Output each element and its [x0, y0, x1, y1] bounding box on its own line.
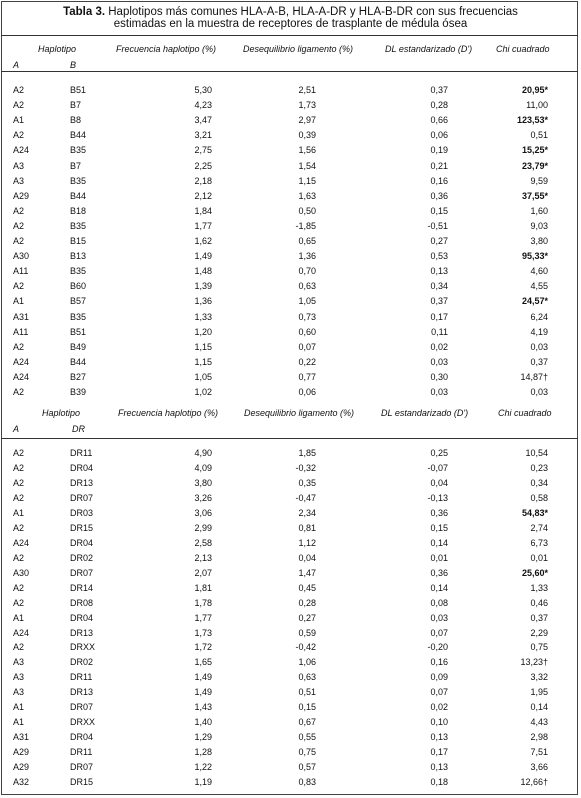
cell-chi: 14,87†	[520, 371, 548, 382]
cell-a: A3	[13, 175, 25, 186]
cell-a: A30	[13, 251, 30, 262]
table-title	[0, 6, 581, 30]
cell-frecuencia: 1,40	[194, 717, 212, 728]
cell-frecuencia: 3,21	[194, 130, 212, 141]
cell-dl: 0,07	[430, 627, 448, 638]
cell-a: A2	[13, 85, 25, 95]
cell-a: A2	[13, 642, 25, 653]
cell-a: A2	[13, 100, 25, 111]
cell-dl: -0,07	[427, 462, 448, 473]
cell-a: A2	[13, 387, 25, 397]
cell-chi: 0,46	[530, 597, 548, 608]
cell-dl: 0,36	[430, 507, 448, 518]
cell-chi: 3,66	[530, 762, 548, 773]
cell-frecuencia: 1,73	[194, 627, 212, 638]
cell-chi: 6,24	[530, 311, 548, 322]
header-chi-dr: Chi cuadrado	[498, 408, 552, 418]
cell-dl: 0,30	[430, 371, 448, 382]
cell-frecuencia: 1,05	[194, 371, 212, 382]
rule-header-adr	[1, 438, 578, 439]
cell-desequilibrio: 0,70	[298, 266, 316, 277]
cell-a: A3	[13, 657, 25, 668]
cell-frecuencia: 2,58	[194, 537, 212, 548]
cell-desequilibrio: 0,07	[298, 341, 316, 352]
cell-frecuencia: 1,22	[194, 762, 212, 773]
cell-desequilibrio: 0,06	[298, 387, 316, 397]
cell-b: DR11	[70, 672, 93, 683]
cell-dl: 0,06	[430, 130, 448, 141]
cell-dl: 0,15	[430, 522, 448, 533]
cell-b: DR11	[70, 747, 93, 758]
cell-b: B7	[70, 100, 82, 111]
cell-frecuencia: 1,19	[194, 777, 212, 788]
cell-frecuencia: 2,18	[194, 175, 212, 186]
cell-a: A2	[13, 341, 25, 352]
cell-frecuencia: 1,02	[194, 387, 212, 397]
header-frecuencia-dr: Frecuencia haplotipo (%)	[118, 408, 219, 418]
cell-frecuencia: 4,09	[194, 462, 212, 473]
cell-b: DR07	[70, 492, 94, 503]
cell-desequilibrio: 2,51	[298, 85, 316, 95]
cell-desequilibrio: 0,15	[298, 702, 316, 713]
header-col-b: B	[70, 60, 77, 70]
cell-desequilibrio: 0,50	[298, 205, 316, 216]
cell-frecuencia: 1,15	[194, 341, 212, 352]
cell-desequilibrio: 0,83	[298, 777, 316, 788]
cell-a: A2	[13, 281, 25, 292]
cell-b: B44	[70, 356, 87, 367]
cell-chi: 15,25*	[521, 145, 548, 156]
cell-chi: 12,66†	[520, 777, 548, 788]
cell-desequilibrio: 0,22	[298, 356, 316, 367]
cell-chi: 0,37	[530, 356, 548, 367]
cell-chi: 123,53*	[516, 115, 548, 126]
cell-dl: -0,13	[427, 492, 448, 503]
cell-desequilibrio: 1,73	[298, 100, 316, 111]
cell-a: A29	[13, 190, 30, 201]
cell-b: B35	[70, 175, 87, 186]
cell-chi: 25,60*	[521, 567, 548, 578]
cell-dl: 0,36	[430, 567, 448, 578]
cell-b: DR13	[70, 627, 94, 638]
cell-desequilibrio: 1,15	[298, 175, 316, 186]
cell-desequilibrio: 0,73	[298, 311, 316, 322]
cell-a: A2	[13, 448, 25, 458]
cell-b: DR14	[70, 582, 94, 593]
cell-chi: 2,29	[530, 627, 548, 638]
cell-chi: 11,00	[526, 100, 548, 111]
cell-a: A31	[13, 311, 30, 322]
cell-b: DR07	[70, 567, 94, 578]
cell-desequilibrio: 0,51	[298, 687, 316, 698]
header-dl-dr: DL estandarizado (D')	[381, 408, 469, 418]
cell-a: A2	[13, 597, 25, 608]
cell-chi: 3,80	[530, 236, 548, 246]
cell-desequilibrio: 1,12	[298, 537, 316, 548]
cell-frecuencia: 1,20	[194, 326, 212, 337]
cell-a: A1	[13, 115, 25, 126]
cell-desequilibrio: 1,47	[298, 567, 316, 578]
cell-chi: 13,23†	[520, 657, 548, 668]
cell-desequilibrio: 0,28	[298, 597, 316, 608]
header-col-a: A	[13, 60, 20, 70]
cell-chi: 0,03	[530, 341, 548, 352]
cell-chi: 0,23	[530, 462, 548, 473]
cell-desequilibrio: 0,27	[298, 612, 316, 623]
cell-frecuencia: 5,30	[194, 85, 212, 95]
cell-frecuencia: 1,78	[194, 597, 212, 608]
cell-b: B35	[70, 311, 87, 322]
cell-b: B7	[70, 160, 82, 171]
cell-dl: 0,14	[430, 582, 448, 593]
cell-desequilibrio: 0,59	[298, 627, 316, 638]
cell-dl: 0,16	[430, 657, 448, 668]
cell-dl: -0,51	[427, 220, 448, 231]
cell-b: DR04	[70, 462, 94, 473]
cell-frecuencia: 2,13	[194, 552, 212, 563]
cell-dl: 0,04	[430, 477, 448, 488]
cell-frecuencia: 1,33	[194, 311, 212, 322]
cell-chi: 95,33*	[521, 251, 548, 262]
cell-dl: 0,01	[430, 552, 448, 563]
cell-dl: 0,10	[430, 717, 448, 728]
cell-frecuencia: 1,43	[194, 702, 212, 713]
header-frecuencia: Frecuencia haplotipo (%)	[116, 44, 217, 54]
cell-desequilibrio: 1,54	[298, 160, 316, 171]
cell-dl: 0,37	[430, 85, 448, 95]
cell-a: A2	[13, 582, 25, 593]
cell-chi: 24,57*	[521, 296, 548, 307]
cell-dl: 0,14	[430, 537, 448, 548]
cell-dl: 0,03	[430, 612, 448, 623]
cell-a: A1	[13, 507, 25, 518]
cell-dl: 0,37	[430, 296, 448, 307]
cell-chi: 20,95*	[521, 85, 548, 95]
cell-frecuencia: 1,49	[194, 687, 212, 698]
cell-chi: 1,60	[530, 205, 548, 216]
cell-chi: 1,33	[530, 582, 548, 593]
cell-frecuencia: 3,06	[194, 507, 212, 518]
cell-b: DR07	[70, 762, 94, 773]
cell-chi: 0,14	[530, 702, 548, 713]
cell-b: DR15	[70, 777, 94, 788]
cell-dl: 0,28	[430, 100, 448, 111]
cell-a: A11	[13, 326, 29, 337]
cell-frecuencia: 3,26	[194, 492, 212, 503]
cell-chi: 23,79*	[521, 160, 548, 171]
cell-b: DR04	[70, 537, 94, 548]
cell-a: A1	[13, 296, 25, 307]
cell-b: B15	[70, 236, 87, 246]
cell-chi: 0,51	[530, 130, 548, 141]
cell-a: A2	[13, 522, 25, 533]
cell-b: B27	[70, 371, 87, 382]
header-dl: DL estandarizado (D')	[385, 44, 473, 54]
cell-frecuencia: 1,62	[194, 236, 212, 246]
cell-dl: 0,18	[430, 777, 448, 788]
cell-b: DR13	[70, 687, 94, 698]
cell-b: B49	[70, 341, 87, 352]
cell-b: B13	[70, 251, 87, 262]
cell-dl: 0,08	[430, 597, 448, 608]
cell-frecuencia: 1,48	[194, 266, 212, 277]
cell-a: A24	[13, 371, 30, 382]
cell-frecuencia: 1,36	[194, 296, 212, 307]
header-col-dr: DR	[72, 424, 85, 434]
title-line-2: estimadas en la muestra de receptores de trasplante de médula ósea	[113, 18, 468, 30]
cell-b: B18	[70, 205, 87, 216]
cell-frecuencia: 2,07	[194, 567, 212, 578]
cell-a: A29	[13, 762, 30, 773]
header-col-a-dr: A	[13, 424, 20, 434]
cell-a: A1	[13, 612, 25, 623]
cell-a: A11	[13, 266, 29, 277]
cell-chi: 0,75	[530, 642, 548, 653]
cell-b: DR13	[70, 477, 94, 488]
cell-frecuencia: 3,80	[194, 477, 212, 488]
cell-chi: 0,01	[530, 552, 548, 563]
cell-desequilibrio: -1,85	[295, 220, 316, 231]
cell-a: A31	[13, 732, 30, 743]
cell-b: DR04	[70, 732, 94, 743]
cell-chi: 4,43	[530, 717, 548, 728]
cell-frecuencia: 2,75	[194, 145, 212, 156]
cell-a: A24	[13, 627, 30, 638]
cell-chi: 0,03	[530, 387, 548, 397]
cell-chi: 1,95	[530, 687, 548, 698]
cell-frecuencia: 1,28	[194, 747, 212, 758]
cell-dl: 0,36	[430, 190, 448, 201]
cell-desequilibrio: -0,42	[295, 642, 316, 653]
cell-a: A2	[13, 462, 25, 473]
cell-desequilibrio: -0,32	[295, 462, 316, 473]
cell-a: A3	[13, 160, 25, 171]
cell-frecuencia: 1,77	[194, 220, 212, 231]
cell-desequilibrio: 1,36	[298, 251, 316, 262]
cell-desequilibrio: 0,77	[298, 371, 316, 382]
cell-b: B44	[70, 190, 87, 201]
cell-frecuencia: 1,72	[194, 642, 212, 653]
cell-dl: 0,11	[431, 326, 448, 337]
cell-b: B8	[70, 115, 82, 126]
cell-frecuencia: 1,29	[194, 732, 212, 743]
header-desequilibrio: Desequilibrio ligamento (%)	[243, 44, 354, 54]
header-haplotipo-dr: Haplotipo	[42, 408, 81, 418]
cell-desequilibrio: 1,56	[298, 145, 316, 156]
cell-dl: 0,13	[430, 266, 448, 277]
header-haplotipo: Haplotipo	[38, 44, 77, 54]
cell-frecuencia: 1,65	[194, 657, 212, 668]
cell-chi: 37,55*	[521, 190, 548, 201]
cell-desequilibrio: 0,04	[298, 552, 316, 563]
cell-b: B35	[70, 145, 87, 156]
cell-desequilibrio: 2,34	[298, 507, 316, 518]
cell-frecuencia: 1,84	[194, 205, 212, 216]
cell-a: A2	[13, 220, 25, 231]
cell-dl: 0,09	[430, 672, 448, 683]
cell-b: DR07	[70, 702, 94, 713]
cell-b: B51	[70, 326, 87, 337]
cell-dl: 0,53	[430, 251, 448, 262]
cell-b: DR02	[70, 657, 94, 668]
cell-chi: 6,73	[530, 537, 548, 548]
cell-dl: 0,15	[430, 205, 448, 216]
rule-top	[1, 35, 578, 36]
cell-desequilibrio: 0,57	[298, 762, 316, 773]
cell-frecuencia: 1,49	[194, 672, 212, 683]
cell-frecuencia: 2,99	[194, 522, 212, 533]
cell-desequilibrio: 1,05	[298, 296, 316, 307]
cell-dl: 0,16	[430, 175, 448, 186]
cell-frecuencia: 2,25	[194, 160, 212, 171]
cell-dl: 0,17	[430, 311, 448, 322]
cell-dl: 0,13	[430, 732, 448, 743]
cell-chi: 2,98	[530, 732, 548, 743]
cell-desequilibrio: 2,97	[298, 115, 316, 126]
cell-chi: 4,55	[530, 281, 548, 292]
cell-chi: 0,37	[530, 612, 548, 623]
cell-frecuencia: 2,12	[194, 190, 212, 201]
cell-b: B35	[70, 220, 87, 231]
cell-b: DRXX	[70, 717, 96, 728]
cell-dl: 0,66	[430, 115, 448, 126]
cell-dl: -0,20	[427, 642, 448, 653]
cell-dl: 0,02	[430, 341, 448, 352]
cell-b: DR04	[70, 612, 94, 623]
header-chi: Chi cuadrado	[496, 44, 550, 54]
cell-b: DR11	[70, 448, 93, 458]
cell-a: A2	[13, 492, 25, 503]
cell-desequilibrio: 1,06	[298, 657, 316, 668]
cell-desequilibrio: 0,63	[298, 672, 316, 683]
cell-desequilibrio: 0,60	[298, 326, 316, 337]
cell-chi: 0,58	[530, 492, 548, 503]
cell-b: B35	[70, 266, 87, 277]
cell-desequilibrio: 1,63	[298, 190, 316, 201]
cell-desequilibrio: 1,85	[298, 448, 316, 458]
cell-dl: 0,27	[430, 236, 448, 246]
cell-a: A2	[13, 236, 25, 246]
table-label: Tabla 3.	[63, 6, 106, 18]
cell-dl: 0,03	[430, 356, 448, 367]
cell-desequilibrio: -0,47	[295, 492, 316, 503]
cell-frecuencia: 4,23	[194, 100, 212, 111]
cell-a: A2	[13, 130, 25, 141]
cell-dl: 0,34	[430, 281, 448, 292]
cell-a: A29	[13, 747, 30, 758]
cell-desequilibrio: 0,35	[298, 477, 316, 488]
cell-dl: 0,21	[430, 160, 448, 171]
cell-dl: 0,25	[430, 448, 448, 458]
cell-desequilibrio: 0,65	[298, 236, 316, 246]
cell-a: A2	[13, 552, 25, 563]
cell-chi: 3,32	[530, 672, 548, 683]
cell-chi: 9,59	[530, 175, 548, 186]
cell-b: DR08	[70, 597, 94, 608]
cell-b: B51	[70, 85, 87, 95]
cell-frecuencia: 4,90	[194, 448, 212, 458]
cell-desequilibrio: 0,63	[298, 281, 316, 292]
cell-b: DRXX	[70, 642, 96, 653]
rule-header-ab	[1, 71, 578, 72]
cell-dl: 0,02	[430, 702, 448, 713]
cell-frecuencia: 1,15	[194, 356, 212, 367]
cell-dl: 0,13	[430, 762, 448, 773]
cell-desequilibrio: 0,45	[298, 582, 316, 593]
cell-frecuencia: 3,47	[194, 115, 212, 126]
cell-dl: 0,17	[430, 747, 448, 758]
cell-desequilibrio: 0,39	[298, 130, 316, 141]
cell-a: A2	[13, 205, 25, 216]
cell-frecuencia: 1,39	[194, 281, 212, 292]
cell-a: A24	[13, 537, 30, 548]
cell-desequilibrio: 0,75	[298, 747, 316, 758]
cell-chi: 4,19	[530, 326, 548, 337]
cell-chi: 10,54	[525, 448, 548, 458]
cell-chi: 9,03	[530, 220, 548, 231]
cell-dl: 0,03	[430, 387, 448, 397]
cell-b: B60	[70, 281, 87, 292]
cell-dl: 0,07	[430, 687, 448, 698]
cell-a: A1	[13, 717, 25, 728]
cell-chi: 4,60	[530, 266, 548, 277]
cell-a: A24	[13, 145, 30, 156]
cell-a: A1	[13, 702, 25, 713]
cell-desequilibrio: 0,67	[298, 717, 316, 728]
cell-frecuencia: 1,81	[194, 582, 212, 593]
cell-a: A3	[13, 687, 25, 698]
cell-b: DR03	[70, 507, 94, 518]
cell-desequilibrio: 0,55	[298, 732, 316, 743]
cell-a: A2	[13, 477, 25, 488]
cell-b: DR02	[70, 552, 94, 563]
cell-frecuencia: 1,77	[194, 612, 212, 623]
cell-a: A30	[13, 567, 30, 578]
cell-chi: 0,34	[530, 477, 548, 488]
cell-a: A32	[13, 777, 30, 788]
cell-b: B44	[70, 130, 87, 141]
cell-chi: 2,74	[530, 522, 548, 533]
cell-frecuencia: 1,49	[194, 251, 212, 262]
cell-b: B57	[70, 296, 87, 307]
cell-chi: 54,83*	[521, 507, 548, 518]
cell-b: DR15	[70, 522, 94, 533]
cell-dl: 0,19	[430, 145, 448, 156]
title-line-1: Haplotipos más comunes HLA-A-B, HLA-A-DR y HLA-B-DR con sus frecuencias	[108, 6, 518, 18]
cell-a: A24	[13, 356, 30, 367]
cell-desequilibrio: 0,81	[298, 522, 316, 533]
cell-b: B39	[70, 387, 87, 397]
header-desequilibrio-dr: Desequilibrio ligamento (%)	[244, 408, 355, 418]
cell-a: A3	[13, 672, 25, 683]
cell-chi: 7,51	[530, 747, 548, 758]
